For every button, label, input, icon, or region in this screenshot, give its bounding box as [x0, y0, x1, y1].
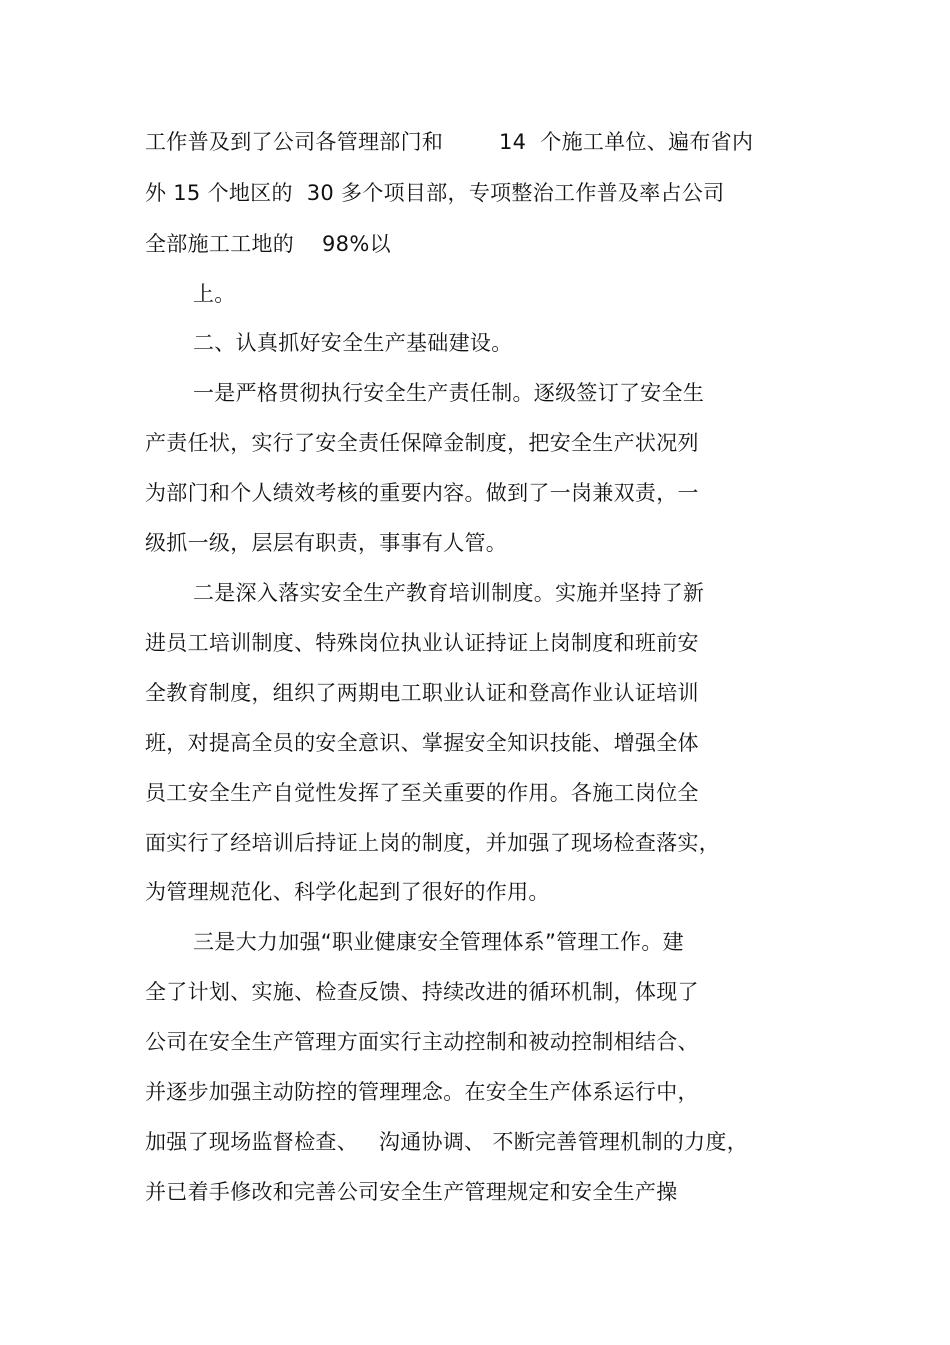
- text-line-20: 并逐步加强主动防控的管理理念。在安全生产体系运行中，: [145, 1080, 699, 1104]
- text-line-21: 加强了现场监督检查、 沟通协调、 不断完善管理机制的力度，: [145, 1130, 748, 1154]
- text-line-14: 员工安全生产自觉性发挥了至关重要的作用。各施工岗位全: [145, 781, 699, 805]
- text-line-10: 二是深入落实安全生产教育培训制度。实施并坚持了新: [193, 581, 705, 605]
- text-line-12: 全教育制度，组织了两期电工职业认证和登高作业认证培训: [145, 681, 699, 705]
- text-line-16: 为管理规范化、科学化起到了很好的作用。: [145, 880, 550, 904]
- text-line-3: 全部施工工地的 98%以: [145, 232, 391, 256]
- text-line-2: 外 15 个地区的 30 多个项目部，专项整治工作普及率占公司: [145, 181, 725, 205]
- text-line-6: 一是严格贯彻执行安全生产责任制。逐级签订了安全生: [193, 381, 705, 405]
- section-heading: 二、认真抓好安全生产基础建设。: [193, 331, 513, 355]
- text-line-7: 产责任状，实行了安全责任保障金制度，把安全生产状况列: [145, 431, 699, 455]
- text-line-9: 级抓一级，层层有职责，事事有人管。: [145, 531, 508, 555]
- text-line-13: 班，对提高全员的安全意识、掌握安全知识技能、增强全体: [145, 731, 699, 755]
- text-line-19: 公司在安全生产管理方面实行主动控制和被动控制相结合、: [145, 1030, 699, 1054]
- text-line-4: 上。: [193, 282, 236, 306]
- text-line-17: 三是大力加强“职业健康安全管理体系”管理工作。建: [193, 930, 684, 954]
- text-line-1: 工作普及到了公司各管理部门和 14 个施工单位、遍布省内: [145, 130, 754, 154]
- text-line-8: 为部门和个人绩效考核的重要内容。做到了一岗兼双责，一: [145, 481, 699, 505]
- text-line-22: 并已着手修改和完善公司安全生产管理规定和安全生产操: [145, 1180, 678, 1204]
- text-line-11: 进员工培训制度、特殊岗位执业认证持证上岗制度和班前安: [145, 631, 699, 655]
- text-line-15: 面实行了经培训后持证上岗的制度，并加强了现场检查落实，: [145, 831, 721, 855]
- text-line-18: 全了计划、实施、检查反馈、持续改进的循环机制，体现了: [145, 980, 699, 1004]
